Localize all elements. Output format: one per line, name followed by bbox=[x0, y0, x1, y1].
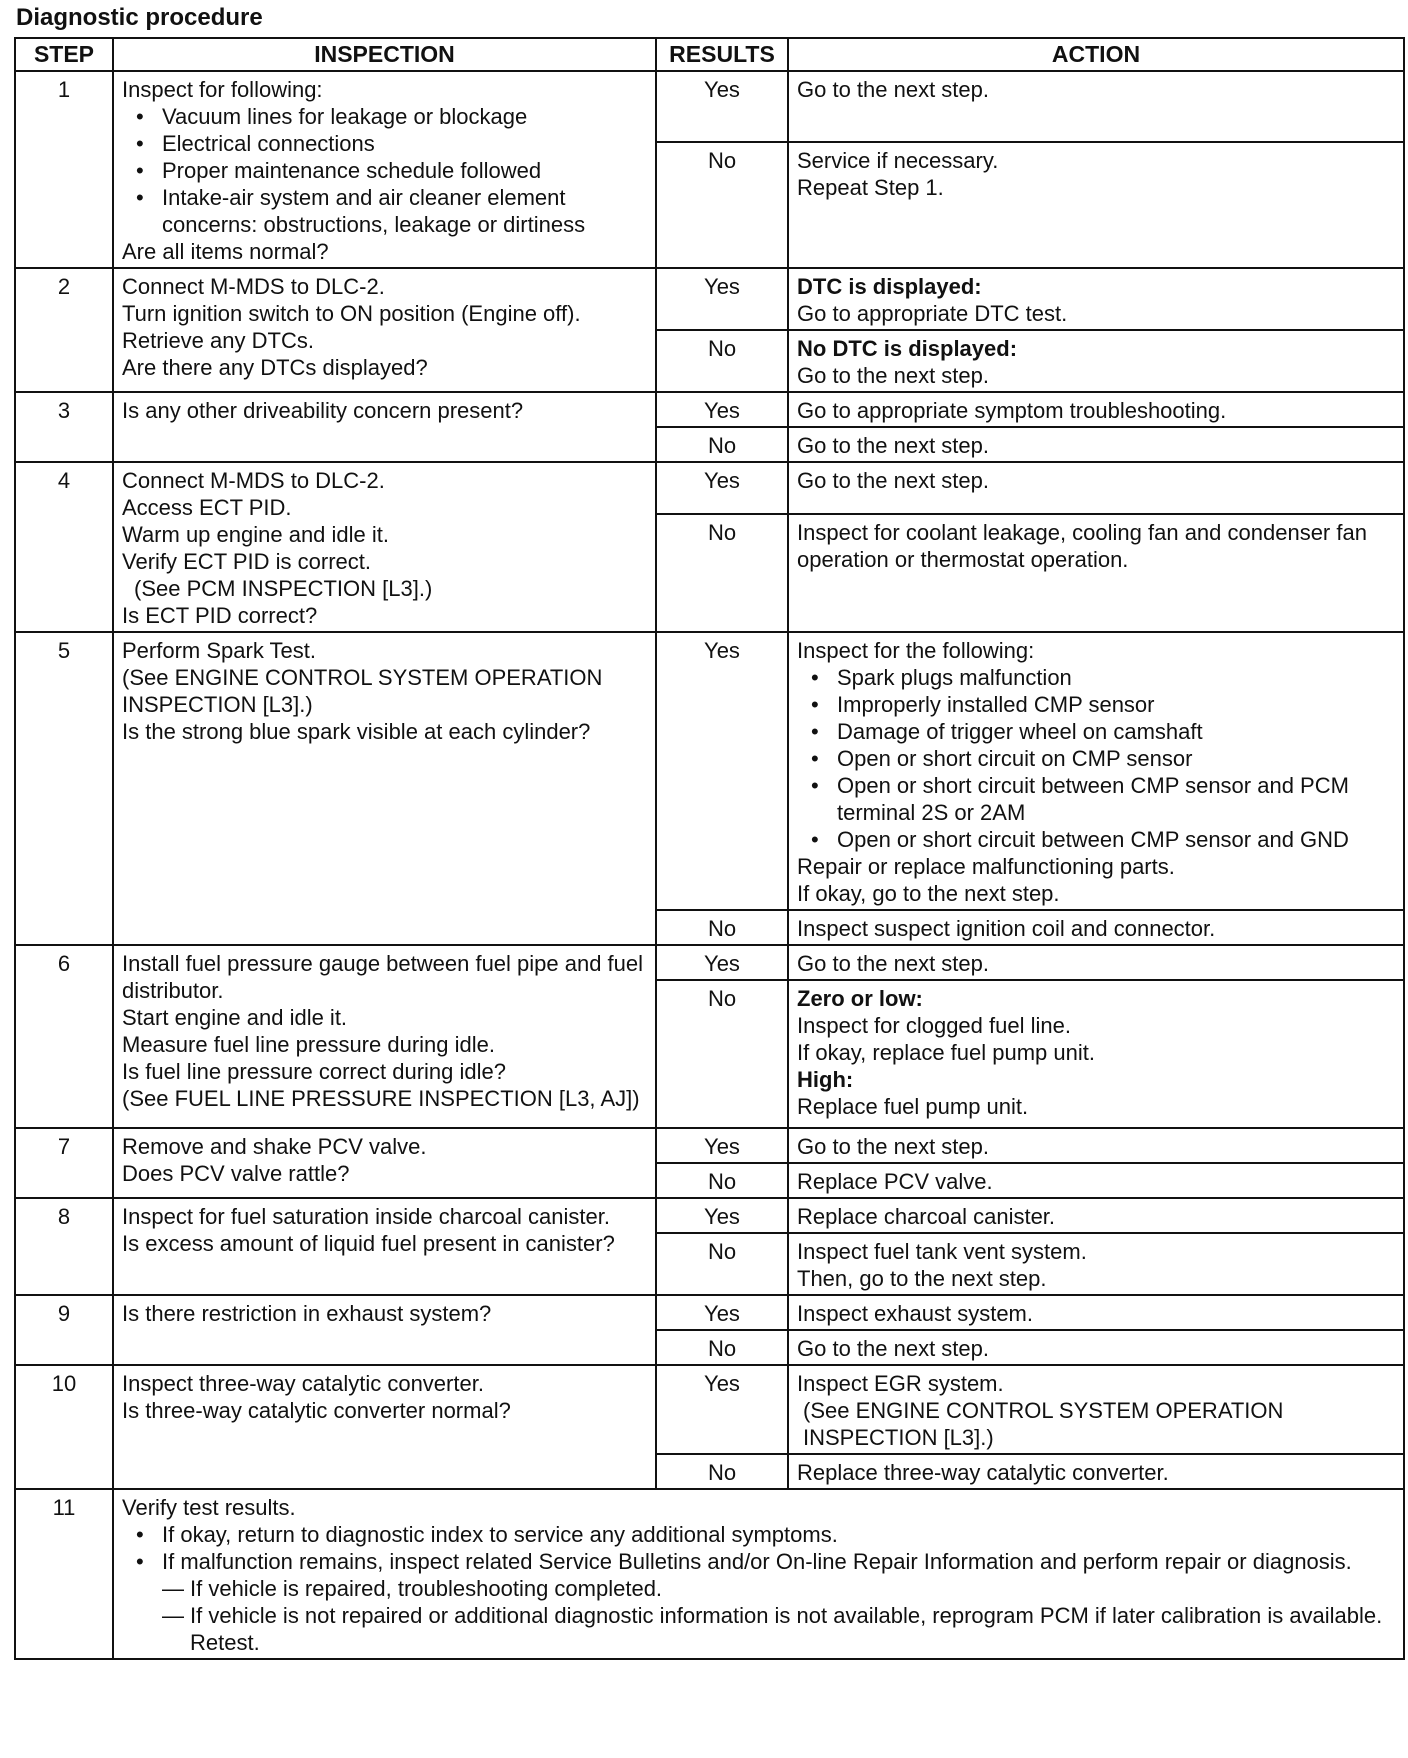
step-number: 9 bbox=[15, 1295, 113, 1365]
list-item: • Proper maintenance schedule followed bbox=[122, 157, 647, 184]
inspection-line: Inspect for following: bbox=[122, 77, 323, 102]
table-row bbox=[15, 945, 1404, 980]
action-cell bbox=[788, 980, 1404, 1128]
header-row bbox=[15, 38, 1404, 71]
inspection-question: Are all items normal? bbox=[122, 239, 329, 264]
inspection-line: Perform Spark Test. bbox=[122, 638, 316, 663]
action-line: Inspect EGR system. bbox=[797, 1371, 1004, 1396]
inspection-line: Connect M-MDS to DLC-2. bbox=[122, 274, 385, 299]
list-item: — If vehicle is not repaired or additional diagnostic information is not available, reprogram PCM if later calibration is available. Retest. bbox=[122, 1602, 1395, 1656]
inspection-line: Is any other driveability concern present? bbox=[122, 398, 524, 423]
inspection-line: Inspect three-way catalytic converter. bbox=[122, 1371, 484, 1396]
action-heading: Zero or low: bbox=[797, 986, 923, 1011]
diagnostic-table bbox=[14, 37, 1405, 1660]
action-cell bbox=[788, 1330, 1404, 1365]
step-number: 6 bbox=[15, 945, 113, 1128]
action-cell bbox=[788, 330, 1404, 392]
header-results: RESULTS bbox=[656, 38, 788, 71]
result-yes: Yes bbox=[656, 462, 788, 514]
inspection-line: Turn ignition switch to ON position (Engine off). bbox=[122, 301, 581, 326]
action-line: Go to the next step. bbox=[797, 1134, 990, 1159]
step-number: 10 bbox=[15, 1365, 113, 1489]
action-line: Go to the next step. bbox=[797, 77, 990, 102]
header-step: STEP bbox=[15, 38, 113, 71]
action-cell bbox=[788, 1295, 1404, 1330]
list-item: • Electrical connections bbox=[122, 130, 647, 157]
result-yes: Yes bbox=[656, 632, 788, 910]
action-heading: High: bbox=[797, 1067, 854, 1092]
result-no: No bbox=[656, 514, 788, 632]
inspection-line: Start engine and idle it. bbox=[122, 1005, 348, 1030]
inspection-question: Is the strong blue spark visible at each cylinder? bbox=[122, 719, 591, 744]
inspection-line: Inspect for fuel saturation inside charcoal canister. bbox=[122, 1204, 610, 1229]
result-no: No bbox=[656, 910, 788, 945]
action-reference: (See ENGINE CONTROL SYSTEM OPERATION INSPECTION [L3].) bbox=[803, 1398, 1284, 1450]
table-row bbox=[15, 462, 1404, 514]
step-number: 4 bbox=[15, 462, 113, 632]
action-cell bbox=[788, 1365, 1404, 1454]
action-line: Go to appropriate DTC test. bbox=[797, 301, 1068, 326]
inspection-reference: (See PCM INSPECTION [L3].) bbox=[134, 576, 433, 601]
inspection-question: Is excess amount of liquid fuel present in canister? bbox=[122, 1231, 615, 1256]
list-item: • Vacuum lines for leakage or blockage bbox=[122, 103, 647, 130]
inspection-question: Is ECT PID correct? bbox=[122, 603, 318, 628]
action-line: Repair or replace malfunctioning parts. bbox=[797, 854, 1175, 879]
list-item: — If vehicle is repaired, troubleshooting completed. bbox=[122, 1575, 1395, 1602]
inspection-line: Warm up engine and idle it. bbox=[122, 522, 389, 547]
inspection-line: Install fuel pressure gauge between fuel pipe and fuel distributor. bbox=[122, 951, 644, 1003]
action-cell bbox=[788, 632, 1404, 910]
inspection-cell bbox=[113, 462, 656, 632]
page-title: Diagnostic procedure bbox=[16, 4, 263, 31]
inspection-reference: (See ENGINE CONTROL SYSTEM OPERATION INSPECTION [L3].) bbox=[122, 665, 603, 717]
list-item: • If okay, return to diagnostic index to service any additional symptoms. bbox=[122, 1521, 1395, 1548]
action-cell bbox=[788, 142, 1404, 268]
action-line: Go to the next step. bbox=[797, 363, 990, 388]
result-yes: Yes bbox=[656, 1128, 788, 1163]
result-no: No bbox=[656, 1163, 788, 1198]
result-no: No bbox=[656, 1454, 788, 1489]
action-line: Inspect for the following: bbox=[797, 638, 1035, 663]
action-cell bbox=[788, 1454, 1404, 1489]
list-item: • Open or short circuit on CMP sensor bbox=[797, 745, 1395, 772]
list-item: • Intake-air system and air cleaner element concerns: obstructions, leakage or dirtiness bbox=[122, 184, 647, 238]
action-cell bbox=[788, 1128, 1404, 1163]
step-number: 1 bbox=[15, 71, 113, 268]
verification-cell bbox=[113, 1489, 1404, 1659]
table-row bbox=[15, 632, 1404, 910]
action-line: Go to the next step. bbox=[797, 1336, 990, 1361]
action-line: Inspect fuel tank vent system. bbox=[797, 1239, 1087, 1264]
action-line: If okay, go to the next step. bbox=[797, 881, 1060, 906]
inspection-line: Retrieve any DTCs. bbox=[122, 328, 314, 353]
inspection-line: Remove and shake PCV valve. bbox=[122, 1134, 427, 1159]
action-line: If okay, replace fuel pump unit. bbox=[797, 1040, 1095, 1065]
inspection-cell bbox=[113, 1295, 656, 1365]
inspection-question: Does PCV valve rattle? bbox=[122, 1161, 350, 1186]
step-number: 11 bbox=[15, 1489, 113, 1659]
list-item: • Open or short circuit between CMP sensor and PCM terminal 2S or 2AM bbox=[797, 772, 1395, 826]
inspection-line: Verify ECT PID is correct. bbox=[122, 549, 371, 574]
result-yes: Yes bbox=[656, 1295, 788, 1330]
inspection-cell bbox=[113, 392, 656, 462]
result-yes: Yes bbox=[656, 945, 788, 980]
result-yes: Yes bbox=[656, 268, 788, 330]
action-line: Replace charcoal canister. bbox=[797, 1204, 1056, 1229]
result-yes: Yes bbox=[656, 1198, 788, 1233]
step-number: 8 bbox=[15, 1198, 113, 1295]
action-cell bbox=[788, 910, 1404, 945]
step-number: 7 bbox=[15, 1128, 113, 1198]
result-no: No bbox=[656, 142, 788, 268]
action-cell bbox=[788, 514, 1404, 632]
action-line: Inspect for coolant leakage, cooling fan and condenser fan operation or thermostat operation. bbox=[797, 520, 1367, 572]
result-no: No bbox=[656, 1233, 788, 1295]
action-cell bbox=[788, 1233, 1404, 1295]
step-number: 3 bbox=[15, 392, 113, 462]
action-cell bbox=[788, 71, 1404, 142]
inspection-cell bbox=[113, 1365, 656, 1489]
action-cell bbox=[788, 462, 1404, 514]
inspection-line: Connect M-MDS to DLC-2. bbox=[122, 468, 385, 493]
action-line: Service if necessary. bbox=[797, 148, 999, 174]
action-line: Replace three-way catalytic converter. bbox=[797, 1460, 1169, 1485]
action-heading: No DTC is displayed: bbox=[797, 336, 1018, 361]
action-cell bbox=[788, 427, 1404, 462]
inspection-line: Measure fuel line pressure during idle. bbox=[122, 1032, 495, 1057]
action-cell bbox=[788, 268, 1404, 330]
action-line: Then, go to the next step. bbox=[797, 1266, 1047, 1291]
table-row bbox=[15, 1365, 1404, 1454]
inspection-line: Access ECT PID. bbox=[122, 495, 292, 520]
result-yes: Yes bbox=[656, 71, 788, 142]
result-no: No bbox=[656, 427, 788, 462]
verification-intro: Verify test results. bbox=[122, 1495, 296, 1520]
action-cell bbox=[788, 1163, 1404, 1198]
action-line: Go to the next step. bbox=[797, 433, 990, 458]
action-cell bbox=[788, 1198, 1404, 1233]
result-no: No bbox=[656, 1330, 788, 1365]
header-inspection: INSPECTION bbox=[113, 38, 656, 71]
action-cell bbox=[788, 392, 1404, 427]
inspection-cell bbox=[113, 268, 656, 392]
result-no: No bbox=[656, 330, 788, 392]
step-number: 2 bbox=[15, 268, 113, 392]
action-line: Repeat Step 1. bbox=[797, 175, 944, 201]
inspection-cell bbox=[113, 632, 656, 945]
action-line: Go to appropriate symptom troubleshooting. bbox=[797, 398, 1227, 423]
inspection-cell bbox=[113, 1128, 656, 1198]
inspection-line: Is there restriction in exhaust system? bbox=[122, 1301, 492, 1326]
inspection-cell bbox=[113, 1198, 656, 1295]
table-row bbox=[15, 1198, 1404, 1233]
list-item: • Open or short circuit between CMP sensor and GND bbox=[797, 826, 1395, 853]
result-yes: Yes bbox=[656, 392, 788, 427]
inspection-question: Is fuel line pressure correct during idle? bbox=[122, 1059, 506, 1084]
action-line: Inspect exhaust system. bbox=[797, 1301, 1033, 1326]
list-item: • Damage of trigger wheel on camshaft bbox=[797, 718, 1395, 745]
table-row bbox=[15, 1295, 1404, 1330]
table-row bbox=[15, 1489, 1404, 1659]
table-row bbox=[15, 71, 1404, 142]
list-item: • Improperly installed CMP sensor bbox=[797, 691, 1395, 718]
inspection-cell bbox=[113, 945, 656, 1128]
action-line: Inspect suspect ignition coil and connector. bbox=[797, 916, 1216, 941]
action-line: Replace PCV valve. bbox=[797, 1169, 993, 1194]
list-item: • Spark plugs malfunction bbox=[797, 664, 1395, 691]
result-yes: Yes bbox=[656, 1365, 788, 1454]
action-line: Inspect for clogged fuel line. bbox=[797, 1013, 1071, 1038]
action-line: Go to the next step. bbox=[797, 468, 990, 493]
table-row bbox=[15, 268, 1404, 330]
list-item: • If malfunction remains, inspect related Service Bulletins and/or On-line Repair Information and perform repair or diagnosis. bbox=[122, 1548, 1395, 1575]
action-line: Go to the next step. bbox=[797, 951, 990, 976]
inspection-cell bbox=[113, 71, 656, 268]
result-no: No bbox=[656, 980, 788, 1128]
action-heading: DTC is displayed: bbox=[797, 274, 982, 299]
action-cell bbox=[788, 945, 1404, 980]
table-row bbox=[15, 1128, 1404, 1163]
inspection-question: Is three-way catalytic converter normal? bbox=[122, 1398, 511, 1423]
header-action: ACTION bbox=[788, 38, 1404, 71]
step-number: 5 bbox=[15, 632, 113, 945]
inspection-reference: (See FUEL LINE PRESSURE INSPECTION [L3, AJ]) bbox=[122, 1086, 640, 1111]
inspection-line: Are there any DTCs displayed? bbox=[122, 355, 428, 380]
action-line: Replace fuel pump unit. bbox=[797, 1094, 1029, 1119]
table-row bbox=[15, 392, 1404, 427]
